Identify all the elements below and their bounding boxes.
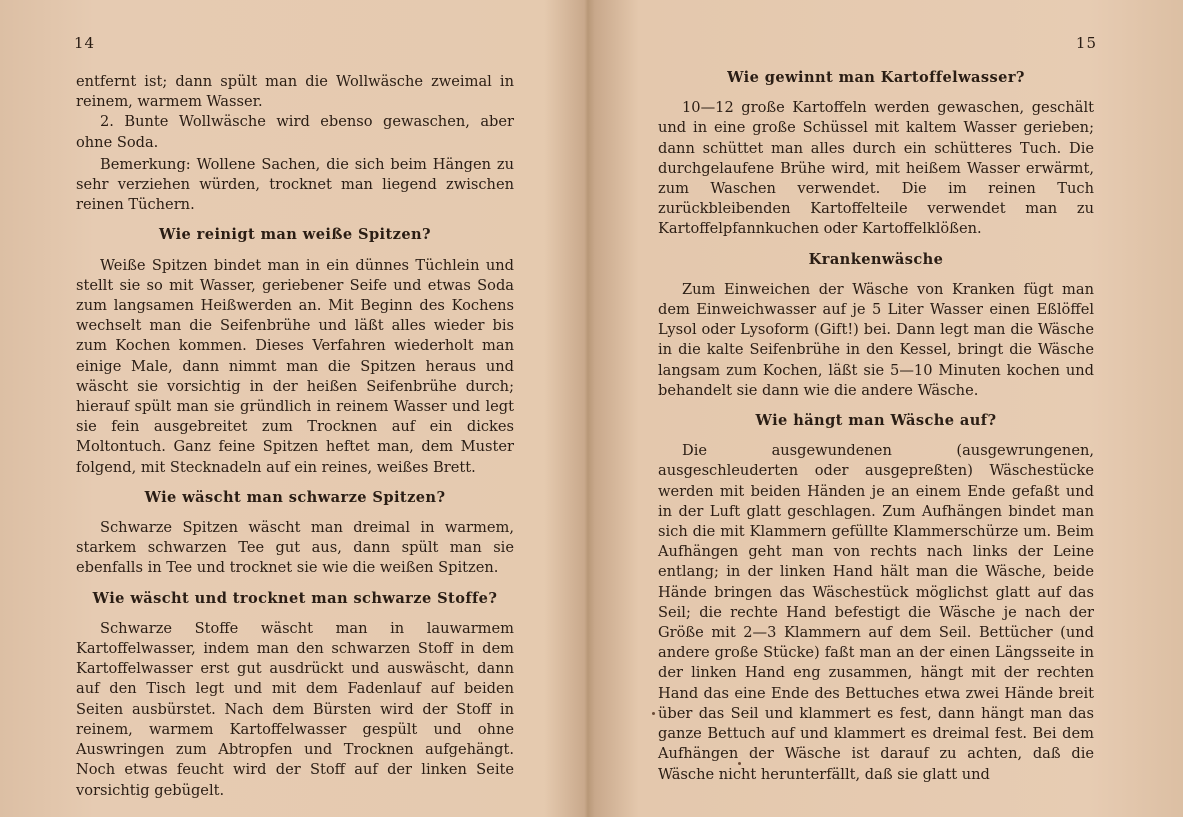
- paragraph: entfernt ist; dann spült man die Wollwäsche zweimal in reinem, warmem Wasser.: [76, 73, 514, 111]
- paragraph: Schwarze Spitzen wäscht man dreimal in warmem, starkem schwarzen Tee gut aus, dann spült man sie ebenfalls in Tee und trocknet sie wie die weißen Spitzen.: [76, 519, 514, 577]
- paper-speck: [652, 712, 655, 715]
- paragraph: Zum Einweichen der Wäsche von Kranken fügt man dem Einweichwasser auf je 5 Liter Wasser einen Eßlöffel Lysol oder Lysoform (Gift!) bei. Dann legt man die Wäsche in die kalte Seifenbrühe in den Kessel, bringt die Wäsche langsam zum Kochen, läßt sie 5—10 Minuten kochen und behandelt sie dann wie die andere Wäsche.: [658, 280, 1094, 399]
- section-heading: Wie reinigt man weiße Spitzen?: [159, 226, 431, 244]
- paragraph: 2. Bunte Wollwäsche wird ebenso gewaschen, aber ohne Soda.: [76, 113, 514, 151]
- right-page: [592, 0, 1183, 817]
- left-page-text: [76, 72, 514, 801]
- section-heading: Wie wäscht man schwarze Spitzen?: [144, 488, 446, 506]
- page-number-left: 14: [74, 34, 96, 52]
- left-page: [0, 0, 588, 817]
- paragraph: Schwarze Stoffe wäscht man in lauwarmem Kartoffelwasser, indem man den schwarzen Stoff in dem Kartoffelwasser erst gut ausdrückt und auswäscht, dann auf den Tisch legt und mit dem Fadenlauf auf beiden Seiten ausbürstet. Nach dem Bürsten wird der Stoff in reinem, warmem Kartoffelwasser gespült und ohne Auswringen zum Abtropfen und Trocknen aufgehängt. Noch etwas feucht wird der Stoff auf der linken Seite vorsichtig gebügelt.: [76, 619, 514, 799]
- paragraph: Die ausgewundenen (ausgewrungenen, ausgeschleuderten oder ausgepreßten) Wäschestücke werden mit beiden Händen je an einem Ende gefaßt und in der Luft glatt geschlagen. Zum Aufhängen bindet man sich die mit Klammern gefüllte Klammerschürze um. Beim Aufhängen geht man von rechts nach links der Leine entlang; in der linken Hand hält man die Wäsche, beide Hände bringen das Wäschestück möglichst glatt auf das Seil; die rechte Hand befestigt die Wäsche je nach der Größe mit 2—3 Klammern auf dem Seil. Bettücher (und andere große Stücke) faßt man an der einen Längsseite in der linken Hand eng zusammen, hängt mit der rechten Hand das eine Ende des Bettuches etwa zwei Hände breit über das Seil und klammert es fest, dann hängt man das ganze Bettuch auf und klammert es dreimal fest. Bei dem Aufhängen der Wäsche ist darauf zu achten, daß die Wäsche nicht herunterfällt, daß sie glatt und: [658, 442, 1094, 783]
- paper-speck: [738, 762, 741, 765]
- section-heading: Wie gewinnt man Kartoffelwasser?: [727, 69, 1025, 86]
- section-heading: Wie wäscht und trocknet man schwarze Stoffe?: [92, 589, 498, 607]
- remark-paragraph: Bemerkung: Wollene Sachen, die sich beim Hängen zu sehr verziehen würden, trocknet man liegend zwischen reinen Tüchern.: [76, 155, 514, 214]
- paragraph: Weiße Spitzen bindet man in ein dünnes Tüchlein und stellt sie so mit Wasser, geriebener Seife und etwas Soda zum langsamen Heißwerden an. Mit Beginn des Kochens wechselt man die Seifenbrühe und läßt alles wieder bis zum Kochen kommen. Dieses Verfahren wiederholt man einige Male, dann nimmt man die Spitzen heraus und wäscht sie vorsichtig in der heißen Seifenbrühe durch; hierauf spült man sie gründlich in reinem Wasser und legt sie fein ausgebreitet zum Trocknen auf ein dickes Moltontuch. Ganz feine Spitzen heftet man, dem Muster folgend, mit Stecknadeln auf ein reines, weißes Brett.: [76, 256, 514, 476]
- page-number-right: 15: [1075, 34, 1097, 52]
- right-page-text: [658, 68, 1094, 785]
- paragraph: 10—12 große Kartoffeln werden gewaschen, geschält und in eine große Schüssel mit kaltem Wasser gerieben; dann schüttet man alles durch ein schütteres Tuch. Die durchgelaufene Brühe wird, mit heißem Wasser erwärmt, zum Waschen verwendet. Die im reinen Tuch zurückbleibenden Kartoffelteile verwendet man zu Kartoffelpfannkuchen oder Kartoffelklößen.: [658, 99, 1094, 238]
- section-heading: Krankenwäsche: [808, 250, 944, 268]
- section-heading: Wie hängt man Wäsche auf?: [755, 412, 997, 430]
